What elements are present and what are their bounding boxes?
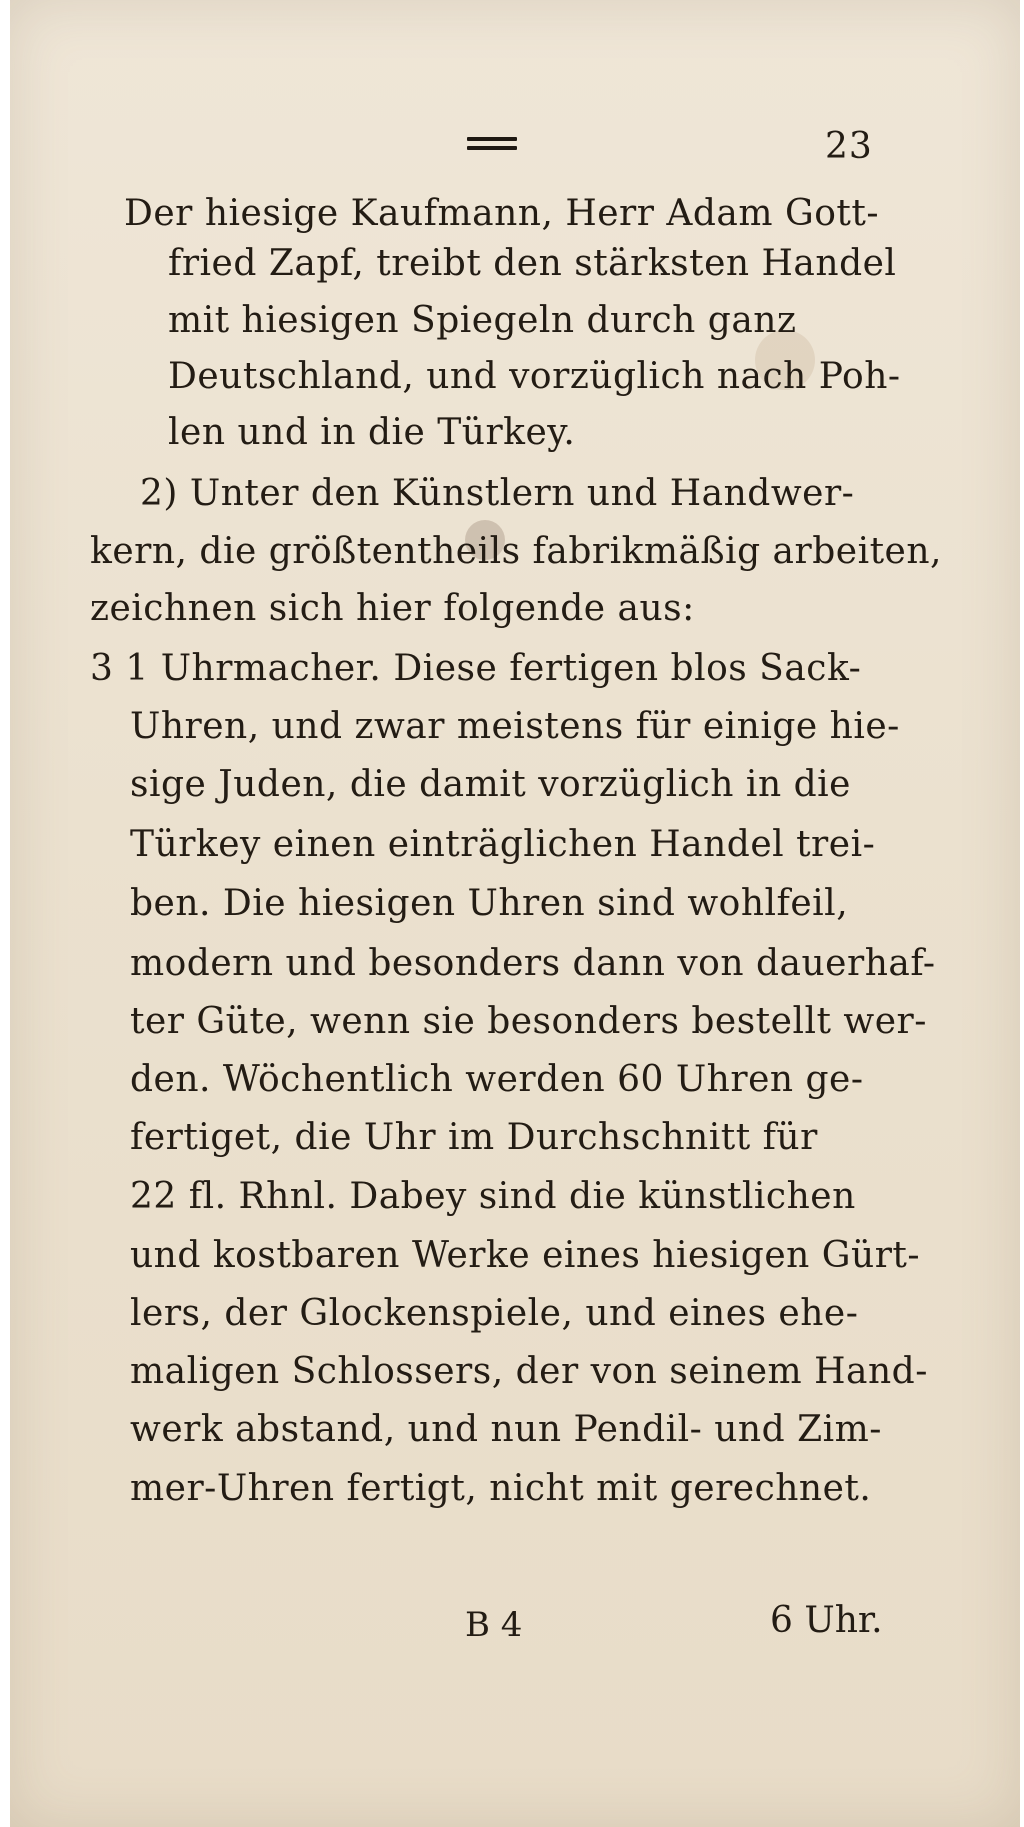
text-line: Uhren, und zwar meistens für einige hie- [130, 706, 900, 747]
text-line: len und in die Türkey. [168, 412, 576, 453]
text-line: sige Juden, die damit vorzüglich in die [130, 764, 851, 805]
text-line: werk abstand, und nun Pendil- und Zim- [130, 1409, 882, 1450]
text-line: modern und besonders dann von dauerhaf- [130, 943, 936, 984]
text-line: Deutschland, und vorzüglich nach Poh- [168, 356, 901, 397]
text-line: mer-Uhren fertigt, nicht mit gerechnet. [130, 1468, 872, 1509]
text-line: 22 fl. Rhnl. Dabey sind die künstlichen [130, 1176, 856, 1217]
text-line: und kostbaren Werke eines hiesigen Gürt- [130, 1235, 921, 1276]
text-line: Türkey einen einträglichen Handel trei- [130, 824, 876, 865]
text-line: ter Güte, wenn sie besonders bestellt wer- [130, 1001, 927, 1042]
text-line: ben. Die hiesigen Uhren sind wohlfeil, [130, 883, 849, 924]
page-number: 23 [825, 126, 873, 167]
signature-mark: B 4 [465, 1605, 523, 1645]
catchword: 6 Uhr. [770, 1600, 883, 1641]
text-line: zeichnen sich hier folgende aus: [90, 588, 695, 629]
text-line: fried Zapf, treibt den stärksten Handel [168, 243, 897, 284]
text-line: 2) Unter den Künstlern und Handwer- [140, 473, 855, 514]
text-line: 3 1 Uhrmacher. Diese fertigen blos Sack- [90, 648, 862, 689]
text-line: Der hiesige Kaufmann, Herr Adam Gott- [124, 193, 880, 234]
book-page [10, 0, 1020, 1827]
text-line: lers, der Glockenspiele, und eines ehe- [130, 1293, 859, 1334]
text-line: fertiget, die Uhr im Durchschnitt für [130, 1117, 818, 1158]
text-line: kern, die größtentheils fabrikmäßig arbeiten, [90, 531, 942, 572]
text-line: den. Wöchentlich werden 60 Uhren ge- [130, 1059, 864, 1100]
text-line: mit hiesigen Spiegeln durch ganz [168, 300, 797, 341]
header-rule [467, 137, 517, 153]
text-line: maligen Schlossers, der von seinem Hand- [130, 1351, 928, 1392]
